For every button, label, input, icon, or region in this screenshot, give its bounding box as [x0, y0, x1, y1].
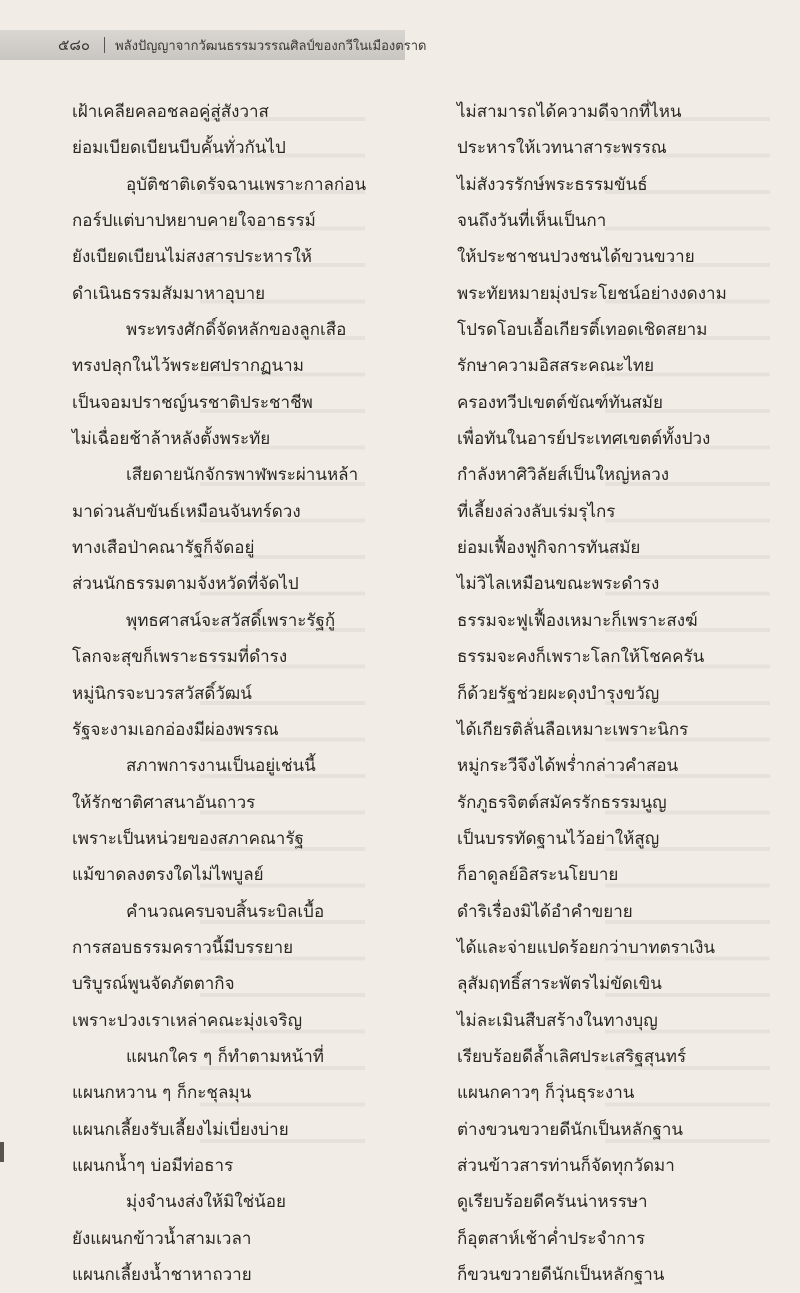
- verse-right: ดำริเรื่องมิได้อำคำขยาย: [457, 901, 633, 922]
- verse-right: ก็ขวนขวายดีนักเป็นหลักฐาน: [457, 1265, 665, 1285]
- verse-right: ก็ด้วยรัฐช่วยผะดุงบำรุงขวัญ: [457, 683, 660, 704]
- page-edge-mark: [0, 1142, 4, 1162]
- verse-left: ทรงปลุกในไว้พระยศปรากฏนาม: [72, 356, 304, 377]
- verse-left: แม้ขาดลงตรงใดไม่ไพบูลย์: [72, 865, 264, 886]
- verse-left: แผนกเลี้ยงรับเลี้ยงไม่เบี่ยงบ่าย: [72, 1119, 289, 1140]
- verse-right: ได้และจ่ายแปดร้อยกว่าบาทตราเงิน: [457, 937, 716, 958]
- verse-left: รัฐจะงามเอกอ่องมีผ่องพรรณ: [72, 719, 279, 740]
- verse-right: เป็นบรรทัดฐานไว้อย่าให้สูญ: [457, 828, 660, 849]
- verse-right: พระทัยหมายมุ่งประโยชน์อย่างงดงาม: [457, 283, 727, 304]
- running-header: [58, 30, 426, 60]
- verse-right: ให้ประชาชนปวงชนได้ขวนขวาย: [457, 247, 695, 268]
- verse-right: จนถึงวันที่เห็นเป็นกา: [457, 211, 607, 232]
- verse-left: เพราะปวงเราเหล่าคณะมุ่งเจริญ: [72, 1010, 303, 1031]
- verse-left: เฝ้าเคลียคลอชลอคู่สู่สังวาส: [72, 102, 269, 122]
- verse-right: เรียบร้อยดีล้ำเลิศประเสริฐสุนทร์: [457, 1046, 687, 1067]
- verse-right: ลุสัมฤทธิ์สาระพัตรไม่ขัดเขิน: [457, 974, 662, 995]
- verse-left: เสียดายนักจักรพาฬพระผ่านหล้า: [126, 465, 359, 486]
- verse-right: ดูเรียบร้อยดีครันน่าหรรษา: [457, 1192, 648, 1213]
- verse-left: ให้รักชาติศาสนาอันถาวร: [72, 792, 256, 813]
- verse-right: เพื่อทันในอารย์ประเทศเขตต์ทั้งปวง: [457, 429, 711, 450]
- verse-right: ไม่ละเมินสืบสร้างในทางบุญ: [457, 1010, 658, 1031]
- header-divider: [104, 37, 105, 53]
- verse-left: พุทธศาสน์จะสวัสดิ์เพราะรัฐกู้: [126, 610, 336, 631]
- verse-right: ต่างขวนขวายดีนักเป็นหลักฐาน: [457, 1119, 683, 1140]
- verse-right: ได้เกียรติลั่นลือเหมาะเพราะนิกร: [457, 719, 689, 740]
- verse-left: แผนกใคร ๆ ก็ทำตามหน้าที่: [126, 1046, 324, 1067]
- verse-left: เป็นจอมปราชญ์นรชาติประชาชีพ: [72, 392, 313, 413]
- verse-right: ไม่วิไลเหมือนขณะพระดำรง: [457, 574, 660, 595]
- verse-right: รักภูธรจิตต์สมัครรักธรรมนูญ: [457, 792, 667, 813]
- verse-left: มาด่วนลับขันธ์เหมือนจันทร์ดวง: [72, 501, 301, 522]
- verse-right: ย่อมเฟื้องฟูกิจการทันสมัย: [457, 538, 641, 559]
- verse-left: บริบูรณ์พูนจัดภัตตากิจ: [72, 974, 235, 995]
- verse-left: เพราะเป็นหน่วยของสภาคณารัฐ: [72, 828, 304, 849]
- verse-left: มุ่งจำนงส่งให้มิใช่น้อย: [126, 1192, 286, 1213]
- verse-left: พระทรงศักดิ์จัดหลักของลูกเสือ: [126, 320, 347, 341]
- verse-left: ส่วนนักธรรมตามจังหวัดที่จัดไป: [72, 574, 299, 595]
- verse-right: ก็อุตสาห์เช้าค่ำประจำการ: [457, 1228, 646, 1249]
- verse-left: แผนกน้ำๆ บ่อมีท่อธาร: [72, 1155, 234, 1176]
- verse-right: ที่เลี้ยงล่วงลับเร่มรุไกร: [457, 501, 616, 522]
- verse-right: ส่วนข้าวสารท่านก็จัดทุกวัดมา: [457, 1155, 675, 1176]
- verse-left: แผนกเลี้ยงน้ำชาหาถวาย: [72, 1265, 252, 1285]
- verse-left: ย่อมเบียดเบียนบีบคั้นทั่วกันไป: [72, 138, 286, 159]
- verse-right: รักษาความอิสสระคณะไทย: [457, 356, 655, 377]
- header-title: พลังปัญญาจากวัฒนธรรมวรรณศิลป์ของกวีในเมืองตราด: [115, 38, 427, 54]
- verse-left: กอร์ปแต่บาปหยาบคายใจอาธรรม์: [72, 211, 316, 232]
- verse-left: สภาพการงานเป็นอยู่เช่นนี้: [126, 756, 316, 777]
- verse-left: แผนกหวาน ๆ ก็กะชุลมุน: [72, 1083, 252, 1104]
- verse-right: ไม่สามารถได้ความดีจากที่ไหน: [457, 102, 682, 122]
- verse-left: โลกจะสุขก็เพราะธรรมที่ดำรง: [72, 647, 288, 668]
- verse-right: หมู่กระวีจึงได้พร่ำกล่าวคำสอน: [457, 756, 679, 777]
- verse-right: โปรดโอบเอื้อเกียรติ์เทอดเชิดสยาม: [457, 320, 708, 341]
- verse-left: การสอบธรรมคราวนี้มีบรรยาย: [72, 937, 294, 958]
- page-number: ๕๘๐: [58, 36, 91, 54]
- verse-left: หมู่นิกรจะบวรสวัสดิ์วัฒน์: [72, 683, 252, 704]
- verse-right: ธรรมจะคงก็เพราะโลกให้โชคครัน: [457, 647, 705, 668]
- verse-left: ไม่เฉื่อยช้าล้าหลังตั้งพระทัย: [72, 429, 271, 450]
- verse-right: ธรรมจะฟูเฟื้องเหมาะก็เพราะสงฆ์: [457, 610, 698, 631]
- verse-left: ทางเสือป่าคณารัฐก็จัดอยู่: [72, 538, 255, 559]
- verse-left: อุบัติชาติเดรัจฉานเพราะกาลก่อน: [126, 174, 367, 195]
- verse-right: ครองทวีปเขตต์ขัณฑ์ทันสมัย: [457, 392, 663, 413]
- verse-right: ก็อาดูลย์อิสระนโยบาย: [457, 865, 619, 886]
- verse-right: ไม่สังวรรักษ์พระธรรมขันธ์: [457, 174, 648, 195]
- verse-left: ยังเบียดเบียนไม่สงสารประหารให้: [72, 247, 312, 268]
- verse-right: กำลังหาศิวิลัยส์เป็นใหญ่หลวง: [457, 465, 670, 486]
- verse-left: ยังแผนกข้าวน้ำสามเวลา: [72, 1228, 252, 1249]
- verse-right: แผนกคาวๆ ก็วุ่นธุระงาน: [457, 1083, 635, 1104]
- verse-left: คำนวณครบจบสิ้นระบิลเบื้อ: [126, 901, 325, 922]
- verse-right: ประหารให้เวทนาสาระพรรณ: [457, 138, 667, 159]
- verse-left: ดำเนินธรรมสัมมาหาอุบาย: [72, 283, 266, 304]
